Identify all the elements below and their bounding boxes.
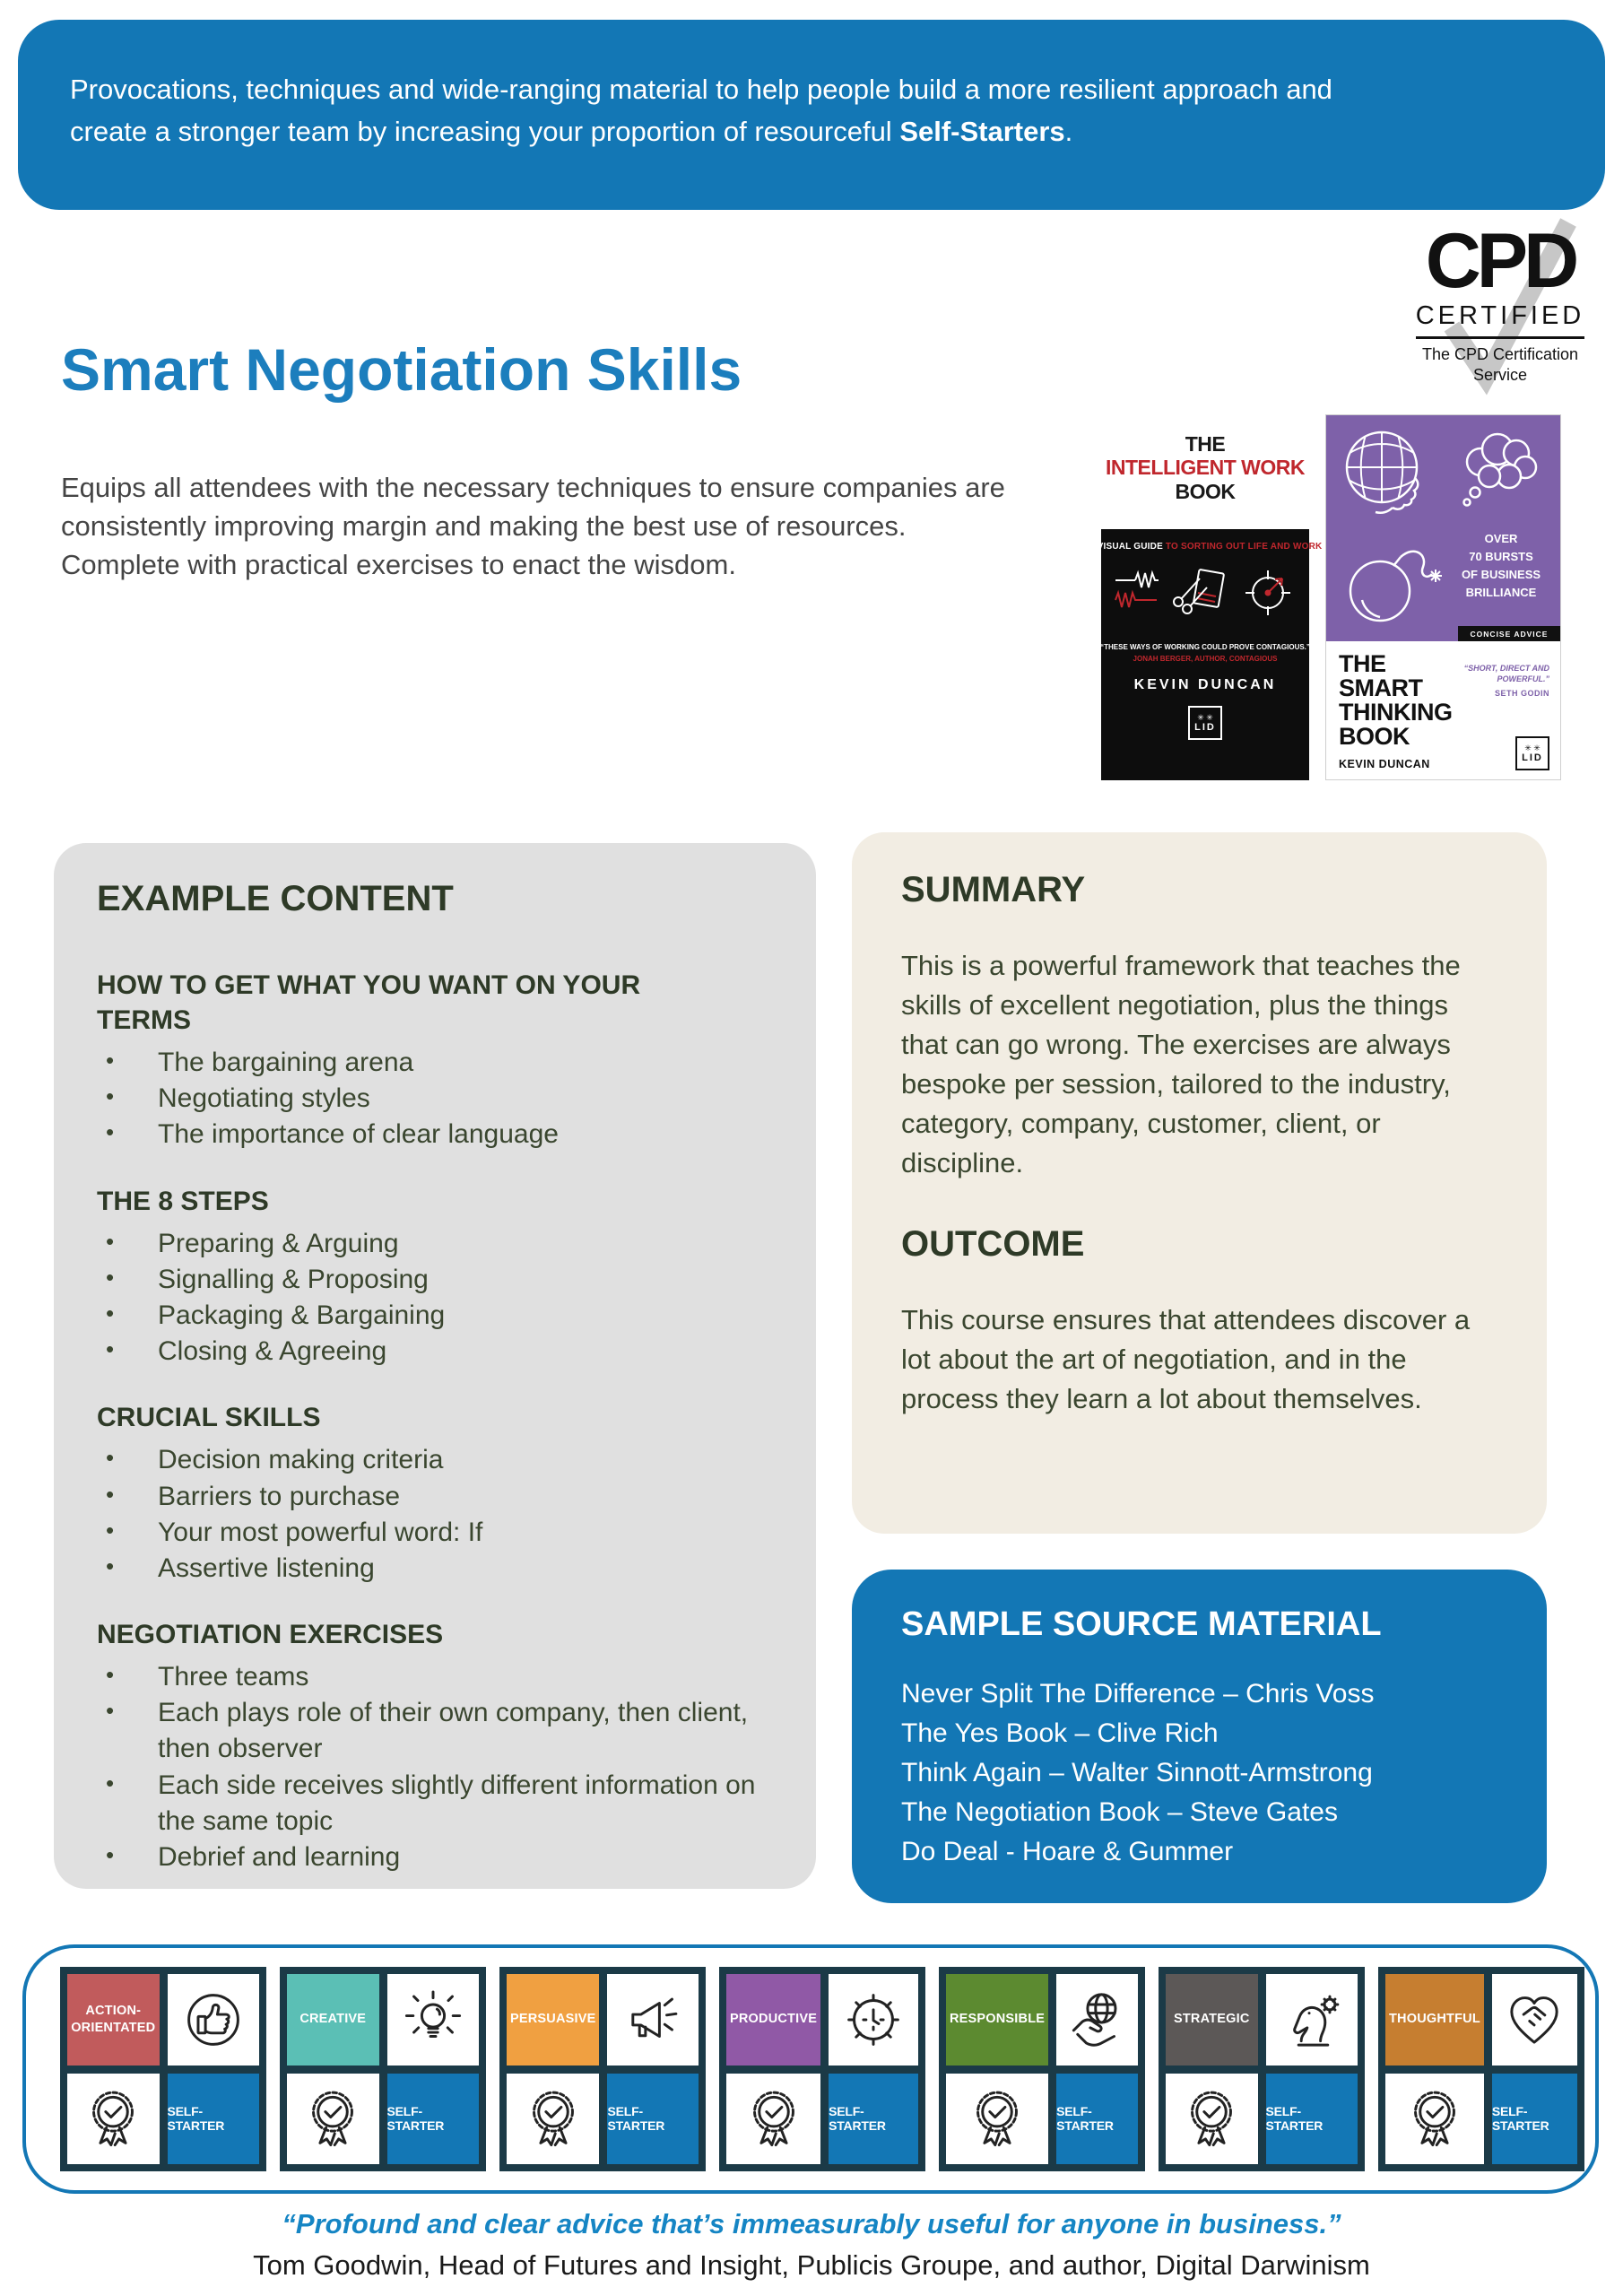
thumbs-up-icon bbox=[168, 1974, 260, 2066]
bullet-item: • The importance of clear language bbox=[97, 1117, 773, 1152]
badge-label: RESPONSIBLE bbox=[946, 1974, 1048, 2066]
bullet-item: • Packaging & Bargaining bbox=[97, 1298, 773, 1334]
lid-publisher-logo: ✳ ✳ LID bbox=[1188, 706, 1222, 740]
bullet-item: • Assertive listening bbox=[97, 1551, 773, 1587]
bullet-item: • Three teams bbox=[97, 1659, 773, 1695]
book-cover-intelligent-work-book bbox=[1088, 414, 1323, 780]
bullet-item: • The bargaining arena bbox=[97, 1045, 773, 1081]
self-starter-label: SELF-STARTER bbox=[168, 2074, 260, 2165]
badge-group-productive bbox=[719, 1967, 925, 2171]
badge-label: STRATEGIC bbox=[1166, 1974, 1258, 2066]
self-starter-label: SELF-STARTER bbox=[829, 2074, 918, 2165]
award-rosette-check-icon bbox=[1166, 2074, 1258, 2165]
outcome-body: This course ensures that attendees discover a lot about the art of negotiation, and in the process they learn a lot about themselves. bbox=[901, 1304, 1471, 1415]
concise-advice-banner: CONCISE ADVICE bbox=[1458, 626, 1560, 641]
badge-group-persuasive bbox=[499, 1967, 706, 2171]
cpd-subtitle: The CPD Certification Service bbox=[1421, 345, 1579, 384]
banner-bold-text: Self-Starters bbox=[899, 115, 1065, 147]
bullet-item: • Debrief and learning bbox=[97, 1839, 773, 1875]
section-title: NEGOTIATION EXERCISES bbox=[97, 1620, 444, 1650]
book2-quote: “SHORT, DIRECT AND POWERFUL.” bbox=[1463, 664, 1549, 684]
section-title: CRUCIAL SKILLS bbox=[97, 1403, 321, 1433]
book2-burst-text: OVER 70 BURSTS OF BUSINESS BRILLIANCE bbox=[1461, 532, 1541, 600]
bullet-item: • Your most powerful word: If bbox=[97, 1515, 773, 1551]
self-starter-label: SELF-STARTER bbox=[1492, 2074, 1577, 2165]
footer-quote: “Profound and clear advice that’s immeasurably useful for anyone in business.” bbox=[282, 2208, 1341, 2239]
badge-label: PERSUASIVE bbox=[507, 1974, 599, 2066]
bullet-item: • Negotiating styles bbox=[97, 1081, 773, 1117]
self-starter-label: SELF-STARTER bbox=[387, 2074, 480, 2165]
source-item: Think Again – Walter Sinnott-Armstrong bbox=[901, 1758, 1373, 1788]
badge-label: CREATIVE bbox=[287, 1974, 379, 2066]
content-section bbox=[97, 1184, 773, 1370]
badge-label: ACTION-ORIENTATED bbox=[67, 1974, 160, 2066]
book1-subtitle: A VISUAL GUIDE TO SORTING OUT LIFE AND WORK bbox=[1088, 542, 1323, 552]
source-item: Never Split The Difference – Chris Voss bbox=[901, 1679, 1375, 1709]
book-covers bbox=[1088, 414, 1561, 780]
source-material-heading: SAMPLE SOURCE MATERIAL bbox=[901, 1605, 1382, 1643]
bullet-item: • Each plays role of their own company, then client, then observer bbox=[97, 1695, 773, 1767]
section-title: HOW TO GET WHAT YOU WANT ON YOUR TERMS bbox=[97, 970, 641, 1035]
footer-attribution: Tom Goodwin, Head of Futures and Insight, Publicis Groupe, and author, Digital Darwinism bbox=[253, 2249, 1370, 2281]
brain-icon bbox=[1345, 431, 1419, 513]
bullet-item: • Closing & Agreeing bbox=[97, 1334, 773, 1370]
content-section bbox=[97, 1617, 773, 1875]
summary-body: This is a powerful framework that teaches the skills of excellent negotiation, plus the things that can go wrong. The exercises are always bespoke per session, tailored to the industry, category, company, customer, client, or discipline. bbox=[901, 950, 1461, 1179]
page-title: Smart Negotiation Skills bbox=[61, 336, 742, 404]
book2-quote-attribution: SETH GODIN bbox=[1494, 689, 1549, 699]
megaphone-icon bbox=[607, 1974, 699, 2066]
badge-label: PRODUCTIVE bbox=[726, 1974, 820, 2066]
bullet-item: • Barriers to purchase bbox=[97, 1479, 773, 1515]
book2-author: KEVIN DUNCAN bbox=[1339, 758, 1430, 770]
cpd-certified-label: CERTIFIED bbox=[1416, 301, 1585, 339]
summary-heading: SUMMARY bbox=[901, 870, 1086, 909]
award-rosette-check-icon bbox=[1385, 2074, 1484, 2165]
chess-knight-gear-icon bbox=[1266, 1974, 1358, 2066]
self-starter-label: SELF-STARTER bbox=[1266, 2074, 1358, 2165]
book-cover-smart-thinking-book bbox=[1325, 414, 1561, 780]
intro-paragraph: Equips all attendees with the necessary techniques to ensure companies are consistently improving margin and making the best use of resources. Complete with practical exercises to enact the wisdom. bbox=[61, 472, 1005, 580]
source-material-list bbox=[901, 1674, 1497, 1872]
sample-source-material-box bbox=[852, 1570, 1547, 1903]
award-rosette-check-icon bbox=[946, 2074, 1048, 2165]
bullet-item: • Signalling & Proposing bbox=[97, 1262, 773, 1298]
content-section bbox=[97, 1400, 773, 1587]
book1-quote-attribution: JONAH BERGER, AUTHOR, CONTAGIOUS bbox=[1133, 655, 1278, 663]
book1-icons bbox=[1114, 568, 1297, 616]
source-item: Do Deal - Hoare & Gummer bbox=[901, 1837, 1234, 1867]
award-rosette-check-icon bbox=[287, 2074, 379, 2165]
cpd-certified-logo bbox=[1388, 218, 1612, 385]
bomb-icon bbox=[1350, 552, 1442, 621]
book1-author: KEVIN DUNCAN bbox=[1133, 677, 1277, 692]
banner-text: Provocations, techniques and wide-ranging material to help people build a more resilient approach and create a stronger team by increasing your proportion of resourceful Self-Starters. bbox=[70, 74, 1332, 147]
top-banner bbox=[18, 20, 1605, 210]
section-title: THE 8 STEPS bbox=[97, 1186, 269, 1216]
badge-group-action-orientated bbox=[60, 1967, 266, 2171]
gear-clock-icon bbox=[829, 1974, 918, 2066]
badge-group-strategic bbox=[1159, 1967, 1365, 2171]
badge-group-responsible bbox=[939, 1967, 1145, 2171]
bullet-item: • Decision making criteria bbox=[97, 1442, 773, 1478]
book1-title-block: THE INTELLIGENT WORK BOOK bbox=[1101, 414, 1309, 529]
badge-group-thoughtful bbox=[1378, 1967, 1584, 2171]
example-content-box bbox=[54, 843, 816, 1889]
book2-title-block: THE SMART THINKING BOOK bbox=[1339, 650, 1453, 750]
award-rosette-check-icon bbox=[67, 2074, 160, 2165]
book2-cover-art bbox=[1326, 415, 1560, 641]
thought-cloud-icon bbox=[1464, 434, 1537, 506]
lightbulb-icon bbox=[387, 1974, 480, 2066]
bullet-item: • Each side receives slightly different information on the same topic bbox=[97, 1768, 773, 1839]
source-item: The Negotiation Book – Steve Gates bbox=[901, 1797, 1338, 1828]
self-starter-label: SELF-STARTER bbox=[1056, 2074, 1138, 2165]
spring-lines-icon bbox=[1115, 573, 1159, 587]
cpd-acronym: CPD bbox=[1425, 218, 1575, 304]
scissors-paper-icon bbox=[1174, 570, 1224, 613]
self-starter-label: SELF-STARTER bbox=[607, 2074, 699, 2165]
outcome-heading: OUTCOME bbox=[901, 1224, 1085, 1265]
award-rosette-check-icon bbox=[726, 2074, 820, 2165]
source-item: The Yes Book – Clive Rich bbox=[901, 1718, 1219, 1749]
award-rosette-check-icon bbox=[507, 2074, 599, 2165]
heart-handshake-icon bbox=[1492, 1974, 1577, 2066]
self-starter-badge-strip bbox=[22, 1944, 1599, 2194]
badge-group-creative bbox=[280, 1967, 486, 2171]
globe-hand-icon bbox=[1056, 1974, 1138, 2066]
lid-publisher-logo: ✳ ✳ LID bbox=[1515, 736, 1549, 770]
summary-outcome-box bbox=[852, 832, 1547, 1534]
book1-quote: “THESE WAYS OF WORKING COULD PROVE CONTAGIOUS.” bbox=[1100, 643, 1310, 651]
bullet-item: • Preparing & Arguing bbox=[97, 1226, 773, 1262]
content-section bbox=[97, 968, 773, 1153]
example-content-heading: EXAMPLE CONTENT bbox=[97, 879, 454, 918]
target-arrow-icon bbox=[1245, 570, 1290, 615]
badge-label: THOUGHTFUL bbox=[1385, 1974, 1484, 2066]
